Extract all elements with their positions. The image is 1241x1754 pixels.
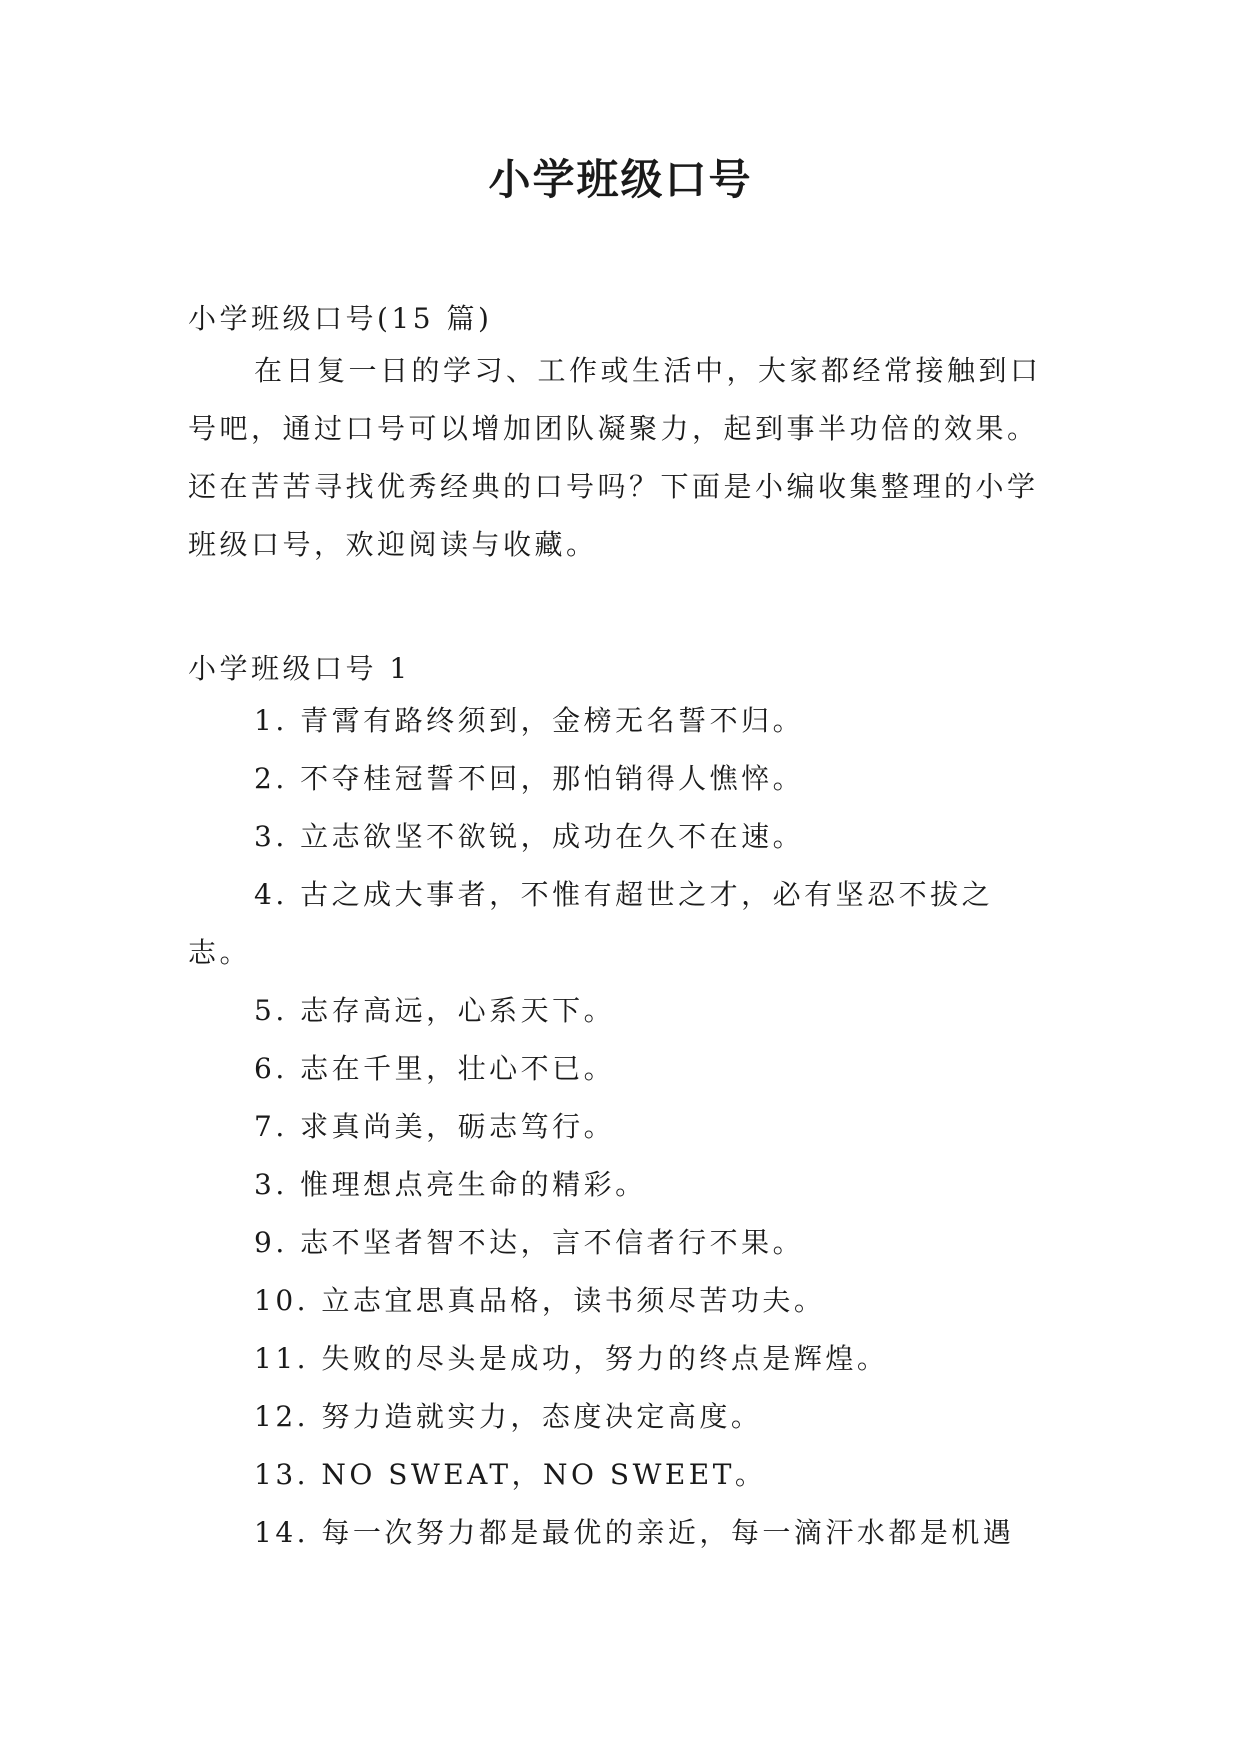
section-heading: 小学班级口号 1 xyxy=(188,652,411,685)
document-subtitle: 小学班级口号(15 篇) xyxy=(188,302,493,335)
list-item: 9. 志不坚者智不达，言不信者行不果。 xyxy=(254,1226,805,1259)
list-item: 3. 惟理想点亮生命的精彩。 xyxy=(254,1168,647,1201)
list-item: 10. 立志宜思真品格，读书须尽苦功夫。 xyxy=(254,1284,826,1317)
list-item: 11. 失败的尽头是成功，努力的终点是辉煌。 xyxy=(254,1342,889,1375)
list-item: 13. NO SWEAT，NO SWEET。 xyxy=(254,1458,767,1491)
document-title: 小学班级口号 xyxy=(488,155,753,204)
list-item: 3. 立志欲坚不欲锐，成功在久不在速。 xyxy=(254,820,805,853)
list-item: 12. 努力造就实力，态度决定高度。 xyxy=(254,1400,763,1433)
list-item: 5. 志存高远，心系天下。 xyxy=(254,994,616,1027)
list-item: 7. 求真尚美，砺志笃行。 xyxy=(254,1110,616,1143)
slogan-list xyxy=(188,692,1050,1562)
list-item: 6. 志在千里，壮心不已。 xyxy=(254,1052,616,1085)
list-item: 14. 每一次努力都是最优的亲近，每一滴汗水都是机遇 xyxy=(254,1516,1015,1549)
list-item: 4. 古之成大事者，不惟有超世之才，必有坚忍不拔之志。 xyxy=(188,878,994,969)
list-item: 1. 青霄有路终须到，金榜无名誓不归。 xyxy=(254,704,805,737)
intro-paragraph: 在日复一日的学习、工作或生活中，大家都经常接触到口号吧，通过口号可以增加团队凝聚力，起到事半功倍的效果。还在苦苦寻找优秀经典的口号吗？下面是小编收集整理的小学班级口号，欢迎阅读与收藏。 xyxy=(188,354,1042,561)
list-item: 2. 不夺桂冠誓不回，那怕销得人憔悴。 xyxy=(254,762,805,795)
